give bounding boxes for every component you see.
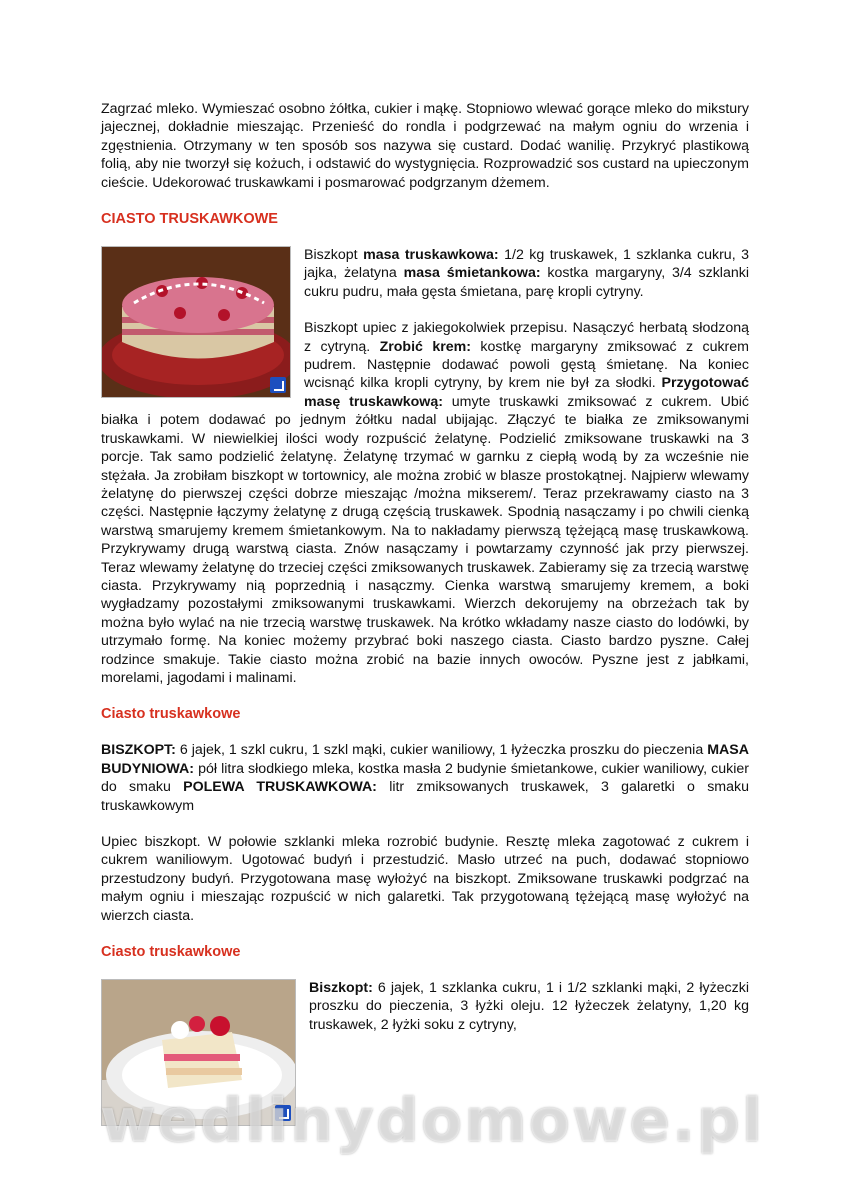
watermark: wedlinydomowe.pl — [100, 1086, 765, 1156]
recipe1-method: Biszkopt upiec z jakiegokolwiek przepisu. Nasączyć herbatą słodzoną z cytryną. Zrobić krem: kostkę margaryny zmiksować z cukrem pudrem. Następnie dodawać powoli gęstą śmietanę. Na koniec wcisnąć kilka kropli cytryny, by krem nie był za słodki. Przygotować masę truskawkową: umyte truskawki zmiksować z cukrem. Ubić białka i potem dodawać po jednym żółtku nadal ubijając. Złączyć te białka ze zmiksowanymi truskawkami. W niewielkiej ilości wody rozpuścić żelatynę. Podzielić zmiksowane truskawki na 3 porcje. Tak samo podzielić żelatynę. Żelatynę trzymać w garnku z ciepłą wodą by za wcześnie nie stężała. Ja zrobiłam biszkopt w tortownicy, ale można zrobić w blasze prostokątnej. Najpierw wlewamy żelatynę do pierwszej części dobrze mieszając /można mikserem/. Teraz przekrawamy ciasto na 3 części. Następnie łączymy żelatynę z drugą częścią truskawek. Spodnią nasączamy i po chwili cienką warstwą smarujemy kremem śmietankowym. Na to nakładamy pierwszą tężejącą masę truskawkową. Przykrywamy drugą warstwą ciasta. Znów nasączamy i powtarzamy czynność jak przy pierwszej. Teraz wlewamy żelatynę do trzeciej części zmiksowanych truskawek. Zabieramy się za trzecią warstwę ciasta. Przykrywamy nią poprzednią i nasączmy. Cienka warstwą smarujemy kremem, a boki wygładzamy pozostałymi zmiksowanymi truskawkami. Wierzch dekorujemy na obrzeżach tak by można było wylać na nie trzecią warstwę truskawek. Na krótko wkładamy nasze ciasto do lodówki, by utrzymało formę. Na koniec możemy przybrać boki naszego ciasta. Ciasto bardzo pyszne. Całej rodzince smakuje. Takie ciasto można zrobić na bazie innych owoców. Pyszne jest z jabłkami, morelami, jagodami i malinami. — [101, 320, 749, 686]
recipe3-title: Ciasto truskawkowe — [101, 944, 241, 961]
recipe1-title: CIASTO TRUSKAWKOWE — [101, 211, 278, 228]
document-page — [101, 100, 749, 1128]
resize-icon — [270, 377, 286, 393]
recipe3-ingredients: Biszkopt: 6 jajek, 1 szklanka cukru, 1 i 1/2 szklanki mąki, 2 łyżeczki proszku do pieczenia, 3 łyżki oleju. 12 łyżeczek żelatyny, 1,20 kg truskawek, 2 łyżki soku z cytryny, — [309, 980, 749, 1033]
recipe2-ingredients: BISZKOPT: 6 jajek, 1 szkl cukru, 1 szkl mąki, cukier waniliowy, 1 łyżeczka proszku do pieczenia MASA BUDYNIOWA: pół litra słodkiego mleka, kostka masła 2 budynie śmietankowe, cukier waniliowy, cukier do smaku POLEWA TRUSKAWKOWA: litr zmiksowanych truskawek, 3 galaretki o smaku truskawkowym — [101, 742, 750, 814]
recipe2-title: Ciasto truskawkowe — [101, 706, 241, 723]
recipe2-method: Upiec biszkopt. W połowie szklanki mleka rozrobić budynie. Resztę mleka zagotować z cukrem i cukrem waniliowym. Ugotować budyń i przestudzić. Masło utrzeć na puch, dodawać stopniowo przestudzony budyń. Przygotowana masę wyłożyć na biszkopt. Zmiksowane truskawki podgrzać na małym ogniu i mieszając rozpuścić w nich galaretki. Tak przygotowaną tężejącą masę wyłożyć na wierzch ciasta. — [101, 834, 749, 924]
intro-paragraph: Zagrzać mleko. Wymieszać osobno żółtka, cukier i mąkę. Stopniowo wlewać gorące mleko do mikstury jajecznej, dokładnie mieszając. Przenieść do rondla i podgrzewać na małym ogniu do wrzenia i zgęstnienia. Otrzymany w ten sposób sos nazywa się custard. Dodać wanilię. Przykryć plastikową folią, aby nie tworzył się kożuch, i odstawić do wystygnięcia. Rozprowadzić sos custard na upieczonym cieście. Udekorować truskawkami i posmarować podgrzanym dżemem. — [101, 101, 749, 191]
recipe1-ingredients: Biszkopt masa truskawkowa: 1/2 kg truskawek, 1 szklanka cukru, 3 jajka, żelatyna masa śmietankowa: kostka margaryny, 3/4 szklanki cukru pudru, mała gęsta śmietana, parę kropli cytryny. — [304, 247, 749, 300]
resize-icon — [275, 1105, 291, 1121]
strawberry-cake-photo — [101, 246, 291, 398]
cake-slice-photo — [101, 979, 296, 1126]
